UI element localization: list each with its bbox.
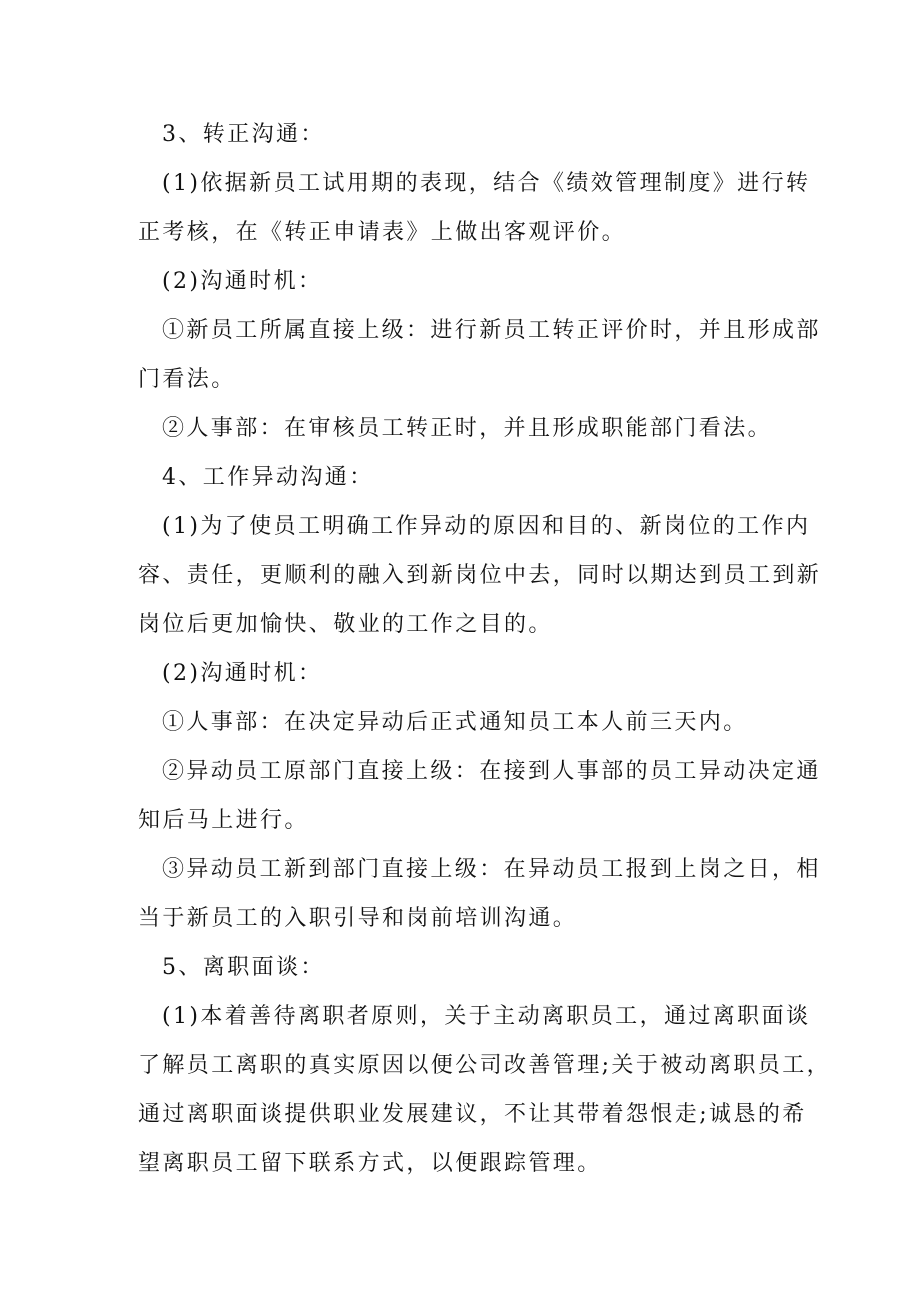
paragraph-line: 5、离职面谈：: [162, 955, 325, 980]
paragraph-line: ①人事部：在决定异动后正式通知员工本人前三天内。: [162, 710, 748, 735]
paragraph: [138, 453, 790, 502]
paragraph: [138, 159, 811, 257]
paragraph: [138, 404, 790, 453]
paragraph-line: ①新员工所属直接上级：进行新员工转正评价时，并且形成部: [162, 318, 821, 343]
paragraph-line: 4、工作异动沟通：: [162, 465, 374, 490]
document-body: [138, 110, 832, 1188]
paragraph-line: ②异动员工原部门直接上级：在接到人事部的员工异动决定通: [162, 759, 821, 784]
paragraph-line: (2)沟通时机：: [162, 269, 323, 294]
paragraph: [138, 698, 790, 747]
paragraph: [138, 110, 790, 159]
paragraph-line: 正考核，在《转正申请表》上做出客观评价。: [138, 220, 627, 245]
paragraph-line: 容、责任，更顺利的融入到新岗位中去，同时以期达到员工到新: [138, 563, 822, 588]
paragraph: [138, 845, 821, 943]
paragraph: [138, 306, 821, 404]
paragraph-line: 了解员工离职的真实原因以便公司改善管理;关于被动离职员工，: [138, 1053, 832, 1078]
paragraph-line: ②人事部：在审核员工转正时，并且形成职能部门看法。: [162, 416, 773, 441]
paragraph: [138, 257, 790, 306]
paragraph: [138, 502, 822, 649]
paragraph-line: ③异动员工新到部门直接上级：在异动员工报到上岗之日，相: [162, 857, 821, 882]
paragraph: [138, 649, 790, 698]
paragraph-line: 望离职员工留下联系方式，以便跟踪管理。: [138, 1151, 602, 1176]
paragraph: [138, 992, 832, 1188]
paragraph-line: 门看法。: [138, 367, 236, 392]
paragraph-line: (1)本着善待离职者原则，关于主动离职员工，通过离职面谈: [162, 1004, 811, 1029]
paragraph: [138, 747, 821, 845]
paragraph-line: (2)沟通时机：: [162, 661, 323, 686]
paragraph-line: (1)依据新员工试用期的表现，结合《绩效管理制度》进行转: [162, 171, 811, 196]
paragraph-line: (1)为了使员工明确工作异动的原因和目的、新岗位的工作内: [162, 514, 811, 539]
paragraph: [138, 943, 790, 992]
paragraph-line: 3、转正沟通：: [162, 122, 325, 147]
paragraph-line: 岗位后更加愉快、敬业的工作之目的。: [138, 612, 553, 637]
paragraph-line: 通过离职面谈提供职业发展建议，不让其带着怨恨走;诚恳的希: [138, 1102, 807, 1127]
paragraph-line: 当于新员工的入职引导和岗前培训沟通。: [138, 906, 578, 931]
paragraph-line: 知后马上进行。: [138, 808, 309, 833]
